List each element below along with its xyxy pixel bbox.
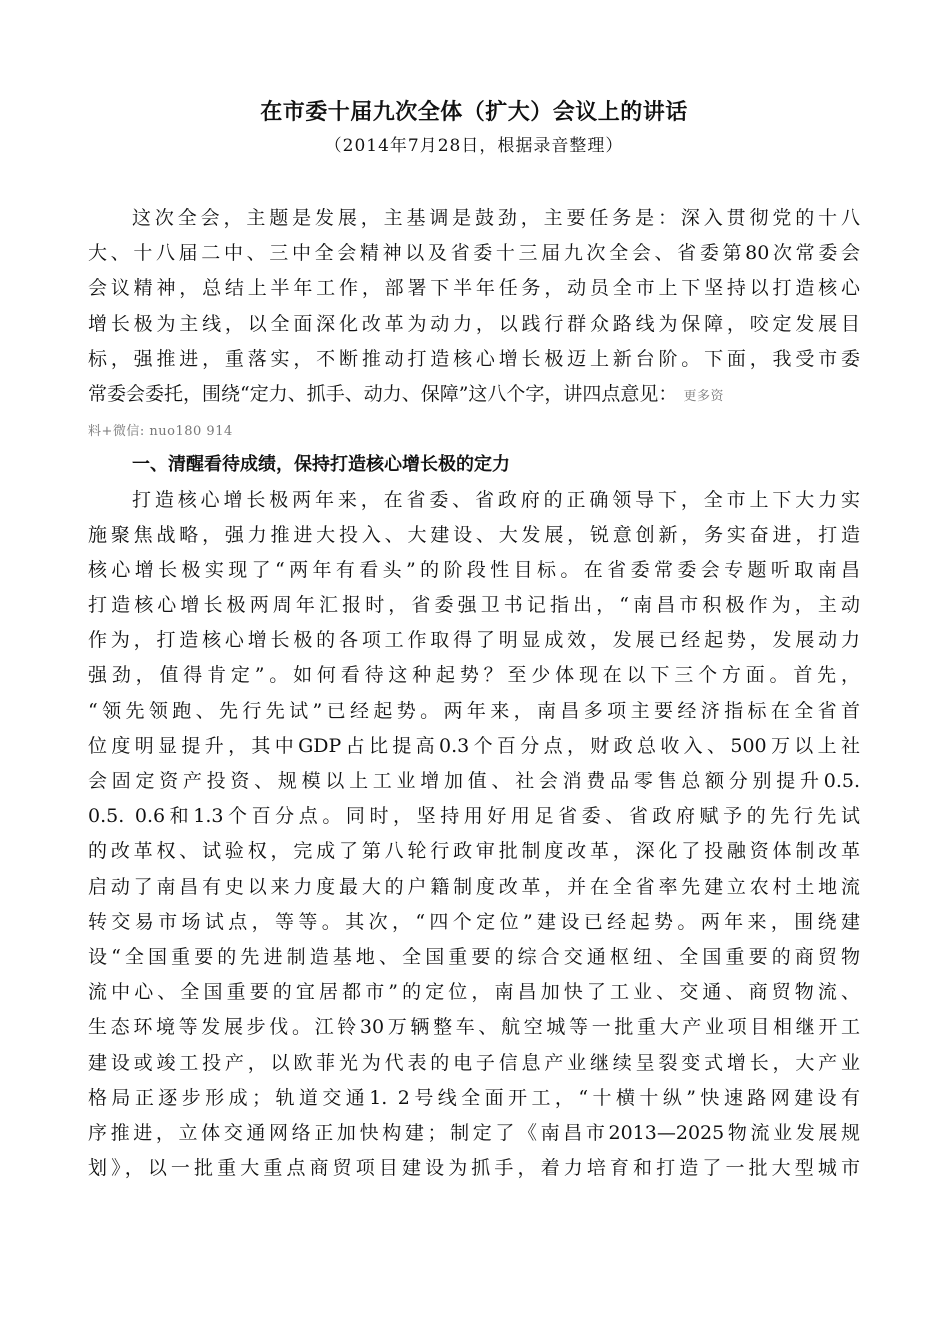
text-line: 序推进，立体交通网络正加快构建；制定了《南昌市2013—2025物流业发展规 <box>88 1121 860 1144</box>
text-line: 建设或竣工投产，以欧菲光为代表的电子信息产业继续呈裂变式增长，大产业 <box>88 1051 860 1074</box>
text-line: 作为，打造核心增长极的各项工作取得了明显成效，发展已经起势，发展动力 <box>88 629 860 652</box>
text-line: 转交易市场试点，等等。其次，“四个定位”建设已经起势。两年来，围绕建 <box>88 910 860 933</box>
text-line: 强劲，值得肯定”。如何看待这种起势？至少体现在以下三个方面。首先， <box>88 664 860 687</box>
text-line: 常委会委托，围绕“定力、抓手、动力、保障”这八个字，讲四点意见： <box>88 382 678 405</box>
text-line-with-note <box>88 377 860 412</box>
text-line: 标，强推进，重落实，不断推动打造核心增长极迈上新台阶。下面，我受市委 <box>88 347 860 370</box>
text-line: 大、十八届二中、三中全会精神以及省委十三届九次全会、省委第80次常委会 <box>88 242 860 265</box>
text-line: 施聚焦战略，强力推进大投入、大建设、大发展，锐意创新，务实奋进，打造 <box>88 523 860 546</box>
text-line: 这次全会，主题是发展，主基调是鼓劲，主要任务是：深入贯彻党的十八 <box>132 207 860 229</box>
text-line: “领先领跑、先行先试”已经起势。两年来，南昌多项主要经济指标在全省首 <box>88 699 860 722</box>
text-line: 核心增长极实现了“两年有看头”的阶段性目标。在省委常委会专题听取南昌 <box>88 558 860 581</box>
text-line: 0.5. 0.6和1.3个百分点。同时，坚持用好用足省委、省政府赋予的先行先试 <box>88 805 860 828</box>
text-line: 位度明显提升，其中GDP占比提高0.3个百分点，财政总收入、500万以上社 <box>88 734 860 757</box>
section-heading: 一、清醒看待成绩，保持打造核心增长极的定力 <box>132 454 510 476</box>
text-line: 打造核心增长极两周年汇报时，省委强卫书记指出，“南昌市积极作为，主动 <box>88 594 860 617</box>
text-line: 增长极为主线，以全面深化改革为动力，以践行群众路线为保障，咬定发展目 <box>88 312 860 335</box>
text-line: 的改革权、试验权，完成了第八轮行政审批制度改革，深化了投融资体制改革 <box>88 840 860 863</box>
text-line: 启动了南昌有史以来力度最大的户籍制度改革，并在全省率先建立农村土地流 <box>88 875 860 898</box>
page-subtitle: （2014年7月28日，根据录音整理） <box>324 136 624 156</box>
page-title: 在市委十届九次全体（扩大）会议上的讲话 <box>260 99 688 125</box>
watermark-line <box>88 412 860 447</box>
watermark-note: 更多资 <box>683 388 724 404</box>
watermark-note: 料+微信: nuo180 914 <box>88 424 233 440</box>
text-line: 格局正逐步形成；轨道交通1. 2号线全面开工，“十横十纵”快速路网建设有 <box>88 1086 860 1109</box>
text-line: 设“全国重要的先进制造基地、全国重要的综合交通枢纽、全国重要的商贸物 <box>88 945 860 968</box>
document-body <box>88 201 860 1221</box>
text-line: 划》，以一批重大重点商贸项目建设为抓手，着力培育和打造了一批大型城市 <box>88 1157 860 1180</box>
text-line: 会固定资产投资、规模以上工业增加值、社会消费品零售总额分别提升0.5. <box>88 770 860 792</box>
text-line: 生态环境等发展步伐。江铃30万辆整车、航空城等一批重大产业项目相继开工 <box>88 1016 860 1039</box>
text-line: 会议精神，总结上半年工作，部署下半年任务，动员全市上下坚持以打造核心 <box>88 277 860 300</box>
text-line: 打造核心增长极两年来，在省委、省政府的正确领导下，全市上下大力实 <box>132 488 860 511</box>
text-line: 流中心、全国重要的宜居都市”的定位，南昌加快了工业、交通、商贸物流、 <box>88 981 860 1004</box>
text-line <box>88 1186 860 1221</box>
